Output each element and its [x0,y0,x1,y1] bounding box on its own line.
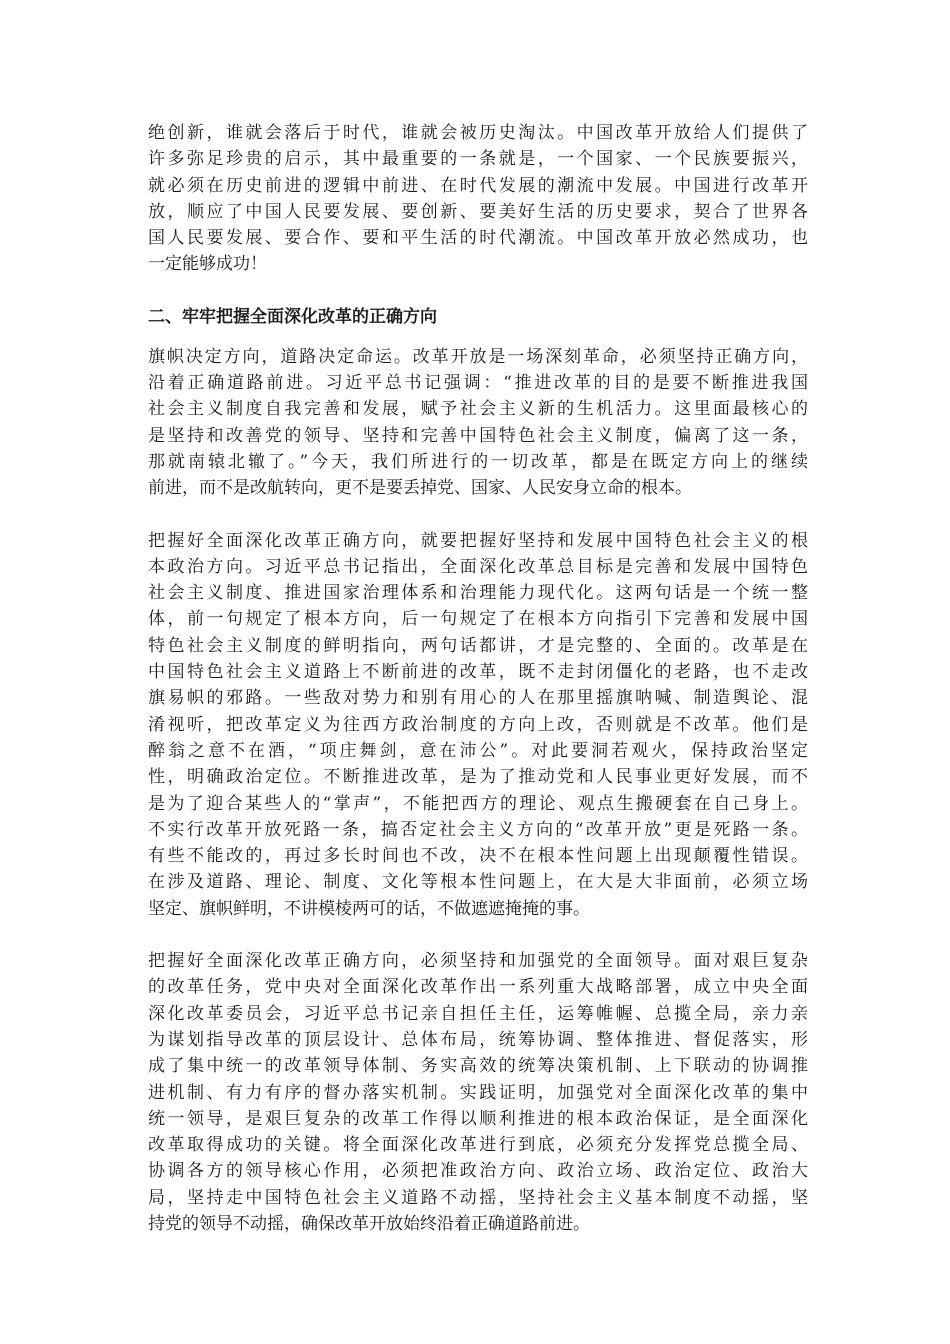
document-page [148,120,808,1263]
text-line: 沿着正确道路前进。习近平总书记强调：“推进改革的目的是要不断推进我国 [148,373,808,394]
text-line: 是坚持和改善党的领导、坚持和完善中国特色社会主义制度，偏离了这一条， [148,425,808,446]
text-line: 不实行改革开放死路一条，搞否定社会主义方向的“改革开放”更是死路一条。 [148,819,808,840]
text-line: 旗帜决定方向，道路决定命运。改革开放是一场深刻革命，必须坚持正确方向， [148,346,808,367]
text-line: 为谋划指导改革的顶层设计、总体布局，统筹协调、整体推进、督促落实，形 [148,1029,808,1050]
text-line: 中国特色社会主义道路上不断前进的改革，既不走封闭僵化的老路，也不走改 [148,662,808,683]
text-line: 本政治方向。习近平总书记指出，全面深化改革总目标是完善和发展中国特色 [148,556,808,577]
text-line: 在涉及道路、理论、制度、文化等根本性问题上，在大是大非面前，必须立场 [148,872,808,893]
text-line: 协调各方的领导核心作用，必须把准政治方向、政治立场、政治定位、政治大 [148,1161,808,1182]
text-line: 体，前一句规定了根本方向，后一句规定了在根本方向指引下完善和发展中国 [148,609,808,630]
text-line: 社会主义制度自我完善和发展，赋予社会主义新的生机活力。这里面最核心的 [148,399,808,420]
text-line: 醉翁之意不在酒，“项庄舞剑，意在沛公”。对此要洞若观火，保持政治坚定 [148,740,808,761]
text-line: 是为了迎合某些人的“掌声”，不能把西方的理论、观点生搬硬套在自己身上。 [148,793,808,814]
paragraph-1 [148,344,808,502]
text-line: 特色社会主义制度的鲜明指向，两句话都讲，才是完整的、全面的。改革是在 [148,635,808,656]
text-line: 性，明确政治定位。不断推进改革，是为了推动党和人民事业更好发展，而不 [148,767,808,788]
text-line: 深化改革委员会，习近平总书记亲自担任主任，运筹帷幄、总揽全局，亲力亲 [148,1003,808,1024]
text-line: 有些不能改的，再过多长时间也不改，决不在根本性问题上出现颠覆性错误。 [148,846,808,867]
intro-paragraph [148,120,808,278]
text-line: 那就南辕北辙了。”今天，我们所进行的一切改革，都是在既定方向上的继续 [148,451,808,472]
text-line: 成了集中统一的改革领导体制、务实高效的统筹决策机制、上下联动的协调推 [148,1056,808,1077]
text-line: 坚定、旗帜鲜明，不讲模棱两可的话，不做遮遮掩掩的事。 [148,898,590,919]
text-line: 社会主义制度、推进国家治理体系和治理能力现代化。这两句话是一个统一整 [148,583,808,604]
text-line: 改革取得成功的关键。将全面深化改革进行到底，必须充分发挥党总揽全局、 [148,1135,808,1156]
paragraph-2 [148,528,808,922]
text-line: 的改革任务，党中央对全面深化改革作出一系列重大战略部署，成立中央全面 [148,977,808,998]
text-line: 国人民要发展、要合作、要和平生活的时代潮流。中国改革开放必然成功，也 [148,228,808,249]
text-line: 把握好全面深化改革正确方向，就要把握好坚持和发展中国特色社会主义的根 [148,530,808,551]
text-line: 绝创新，谁就会落后于时代，谁就会被历史淘汰。中国改革开放给人们提供了 [148,123,808,143]
text-line: 许多弥足珍贵的启示，其中最重要的一条就是，一个国家、一个民族要振兴， [148,149,808,170]
text-line: 一定能够成功！ [148,254,267,275]
text-line: 统一领导，是艰巨复杂的改革工作得以顺利推进的根本政治保证，是全面深化 [148,1108,808,1129]
text-line: 就必须在历史前进的逻辑中前进、在时代发展的潮流中发展。中国进行改革开 [148,175,808,196]
text-line: 前进，而不是改航转向，更不是要丢掉党、国家、人民安身立命的根本。 [148,478,692,499]
text-line: 局，坚持走中国特色社会主义道路不动摇，坚持社会主义基本制度不动摇，坚 [148,1187,808,1208]
paragraph-3 [148,948,808,1237]
text-line: 进机制、有力有序的督办落实机制。实践证明，加强党对全面深化改革的集中 [148,1082,808,1103]
section-heading: 二、牢牢把握全面深化改革的正确方向 [148,306,437,327]
text-line: 把握好全面深化改革正确方向，必须坚持和加强党的全面领导。面对艰巨复杂 [148,951,808,972]
text-line: 持党的领导不动摇，确保改革开放始终沿着正确道路前进。 [148,1213,590,1234]
text-line: 淆视听，把改革定义为往西方政治制度的方向上改，否则就是不改革。他们是 [148,714,808,735]
text-line: 放，顺应了中国人民要发展、要创新、要美好生活的历史要求，契合了世界各 [148,201,808,222]
text-line: 旗易帜的邪路。一些敌对势力和别有用心的人在那里摇旗呐喊、制造舆论、混 [148,688,808,709]
